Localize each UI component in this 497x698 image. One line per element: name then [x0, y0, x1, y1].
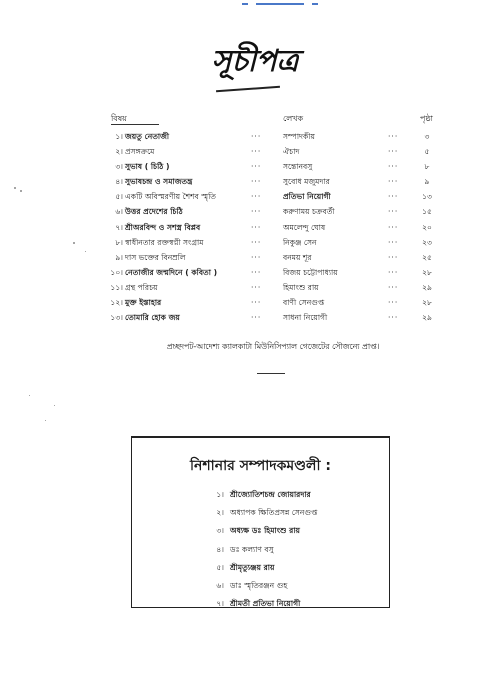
scan-speck [85, 251, 86, 252]
toc-page: ২৮ [422, 298, 432, 308]
section-divider [257, 373, 285, 374]
author-column-heading: লেখক [283, 114, 304, 123]
toc-leader: ··· [251, 282, 262, 292]
toc-row [111, 250, 433, 265]
toc-subject: গ্রন্থ পরিচয় [125, 282, 158, 292]
scan-speck [29, 395, 30, 396]
toc-page: ৫ [424, 147, 430, 157]
scan-speck [45, 420, 46, 421]
toc-author: সুবোধ মজুমদার [283, 177, 330, 187]
toc-page: ১৩ [422, 192, 432, 202]
scan-speck [14, 187, 16, 189]
toc-row [111, 220, 433, 235]
board-member [204, 522, 374, 540]
toc-leader: ··· [251, 147, 262, 157]
toc-row [111, 295, 433, 310]
toc-leader: ··· [388, 162, 399, 172]
toc-leader: ··· [251, 313, 262, 323]
board-member [204, 541, 374, 559]
toc-subject: প্রসঙ্গক্রমে [125, 147, 155, 157]
page-column-heading: পৃষ্ঠা [420, 114, 433, 123]
scan-speck [73, 242, 75, 244]
toc-row [111, 129, 433, 144]
subject-column-heading: বিষয় [111, 114, 127, 123]
toc-subject: তোমারি হোক জয় [125, 313, 180, 323]
toc-number: ১০। [110, 267, 123, 277]
toc-row [111, 189, 433, 204]
toc-author: সন্তোনবসু [283, 162, 313, 172]
toc-leader: ··· [388, 132, 399, 141]
toc-leader: ··· [388, 147, 399, 157]
toc-leader: ··· [388, 192, 399, 202]
toc-row [111, 204, 433, 219]
toc-leader: ··· [251, 298, 262, 308]
board-member [204, 504, 374, 522]
member-number: ৭। [216, 599, 224, 609]
toc-leader: ··· [251, 192, 262, 202]
toc-leader: ··· [251, 267, 262, 277]
toc-leader: ··· [388, 222, 399, 232]
toc-leader: ··· [251, 207, 262, 217]
member-number: ৫। [216, 562, 224, 572]
toc-number: ১। [115, 132, 123, 141]
toc-page: ২৮ [422, 267, 432, 277]
toc-leader: ··· [388, 298, 399, 308]
toc-author: করুণাময় চক্রবর্তী [283, 207, 335, 217]
member-number: ৩। [216, 526, 224, 536]
cover-credit-note: প্রচ্ছদপট-আদেশ্য ক্যালকাটা মিউনিসিপ্যাল গেজেটের সৌজন্যে প্রাপ্ত। [166, 342, 380, 351]
toc-author: সম্পাদকীয় [283, 132, 315, 141]
toc-leader: ··· [251, 177, 262, 187]
editorial-board-title: নিশানার সম্পাদকমণ্ডলী : [190, 458, 331, 474]
toc-subject: দাস ভক্তের বিনম্রলি [125, 252, 186, 262]
toc-row [111, 174, 433, 189]
toc-page: ৯ [424, 177, 430, 187]
toc-subject: সুভাষ ( চিঠি ) [125, 162, 170, 172]
heading-underline [111, 124, 159, 125]
toc-author: হিমাংশু রায় [283, 282, 319, 292]
toc-subject: স্বাধীনতার রক্তস্বপ্নী সংগ্রাম [125, 237, 204, 247]
toc-subject: মুক্ত ইস্তাহার [125, 298, 162, 308]
toc-subject: জয়তু নেতাজী [125, 132, 170, 141]
toc-number: ১১। [110, 282, 123, 292]
page-title: সূচীপত্র [211, 44, 299, 79]
member-name: অধ্যক্ষ ডঃ হিমাংশু রায় [230, 526, 300, 536]
member-name: শ্রীজ্যোতিশচন্দ্র জোয়ারদার [230, 490, 311, 499]
toc-leader: ··· [388, 177, 399, 187]
toc-number: ৯। [115, 252, 123, 262]
toc-page: ২৯ [422, 313, 432, 323]
title-underline [216, 86, 280, 92]
toc-subject: নেতাজীর জন্মদিনে ( কবিতা ) [125, 267, 218, 277]
toc-leader: ··· [388, 313, 399, 323]
toc-page: ৩ [424, 132, 430, 141]
member-number: ৬। [216, 580, 224, 590]
toc-author: নিকুঞ্জ সেন [283, 237, 317, 247]
editorial-board-list [204, 486, 374, 613]
board-member [204, 595, 374, 613]
toc-leader: ··· [251, 237, 262, 247]
toc-subject: শ্রীঅরবিন্দ ও সশস্ত্র বিপ্লব [125, 222, 201, 232]
toc-leader: ··· [251, 132, 262, 141]
member-name: অধ্যাপক ক্ষিতিপ্রসন্ন সেনগুপ্ত [230, 508, 318, 518]
toc-row [111, 144, 433, 159]
member-number: ৪। [216, 544, 224, 554]
scan-mark-left [242, 3, 248, 5]
toc-number: ৮। [115, 237, 123, 247]
toc-page: ১৫ [422, 207, 432, 217]
scan-mark [256, 3, 304, 5]
scan-speck [54, 405, 55, 406]
toc-row [111, 159, 433, 174]
toc-author: প্রতিভা নিয়োগী [283, 192, 331, 202]
member-name: ডঃ কল্যাণ বসু [230, 544, 274, 554]
toc-number: ৪। [115, 177, 123, 187]
editorial-board-box [131, 436, 390, 608]
board-member [204, 577, 374, 595]
board-member [204, 559, 374, 577]
toc-author: বাণী সেনগুপ্ত [283, 298, 325, 308]
toc-leader: ··· [251, 252, 262, 262]
toc-page: ২০ [422, 222, 432, 232]
toc-leader: ··· [251, 222, 262, 232]
toc-number: ৫। [115, 192, 123, 202]
member-number: ১। [216, 490, 224, 499]
toc-row [111, 265, 433, 280]
toc-author: বিজয় চট্টোপাধ্যায় [283, 267, 338, 277]
toc-number: ১২। [110, 298, 123, 308]
toc-author: অমলেন্দু ঘোষ [283, 222, 326, 232]
member-name: শ্রীমৃত্যুঞ্জয় রায় [230, 562, 275, 572]
toc-row [111, 280, 433, 295]
toc-leader: ··· [251, 162, 262, 172]
toc-number: ১৩। [110, 313, 123, 323]
board-member [204, 486, 374, 504]
toc-author: সাধনা নিয়োগী [283, 313, 328, 323]
toc-subject: সুভাষচন্দ্র ও সমাজতন্ত্র [125, 177, 193, 187]
toc-author: ঐচাদ [283, 147, 300, 157]
toc-subject: উত্তর প্রদেশের চিঠি [125, 207, 183, 217]
toc-leader: ··· [388, 237, 399, 247]
toc-number: ২। [115, 147, 123, 157]
member-number: ২। [216, 508, 224, 518]
toc-subject: একটি অবিস্মরণীয় শৈশব স্মৃতি [125, 192, 216, 202]
toc-page: ২৩ [422, 237, 432, 247]
toc-leader: ··· [388, 282, 399, 292]
member-name: ডাঃ স্মৃতিরঞ্জন গুহ [230, 580, 288, 590]
scan-mark-right [312, 3, 318, 5]
toc-number: ৩। [115, 162, 123, 172]
member-name: শ্রীমতী প্রতিভা নিয়োগী [230, 599, 301, 609]
toc-author: বনময় শূর [283, 252, 312, 262]
toc-row [111, 310, 433, 325]
toc-leader: ··· [388, 207, 399, 217]
table-of-contents [111, 129, 433, 325]
toc-number: ৬। [115, 207, 123, 217]
toc-page: ৮ [424, 162, 430, 172]
toc-page: ২৫ [422, 252, 432, 262]
toc-leader: ··· [388, 252, 399, 262]
column-headings [111, 113, 433, 127]
toc-page: ২৯ [422, 282, 432, 292]
toc-leader: ··· [388, 267, 399, 277]
toc-row [111, 235, 433, 250]
toc-number: ৭। [115, 222, 123, 232]
scan-speck [20, 190, 22, 192]
